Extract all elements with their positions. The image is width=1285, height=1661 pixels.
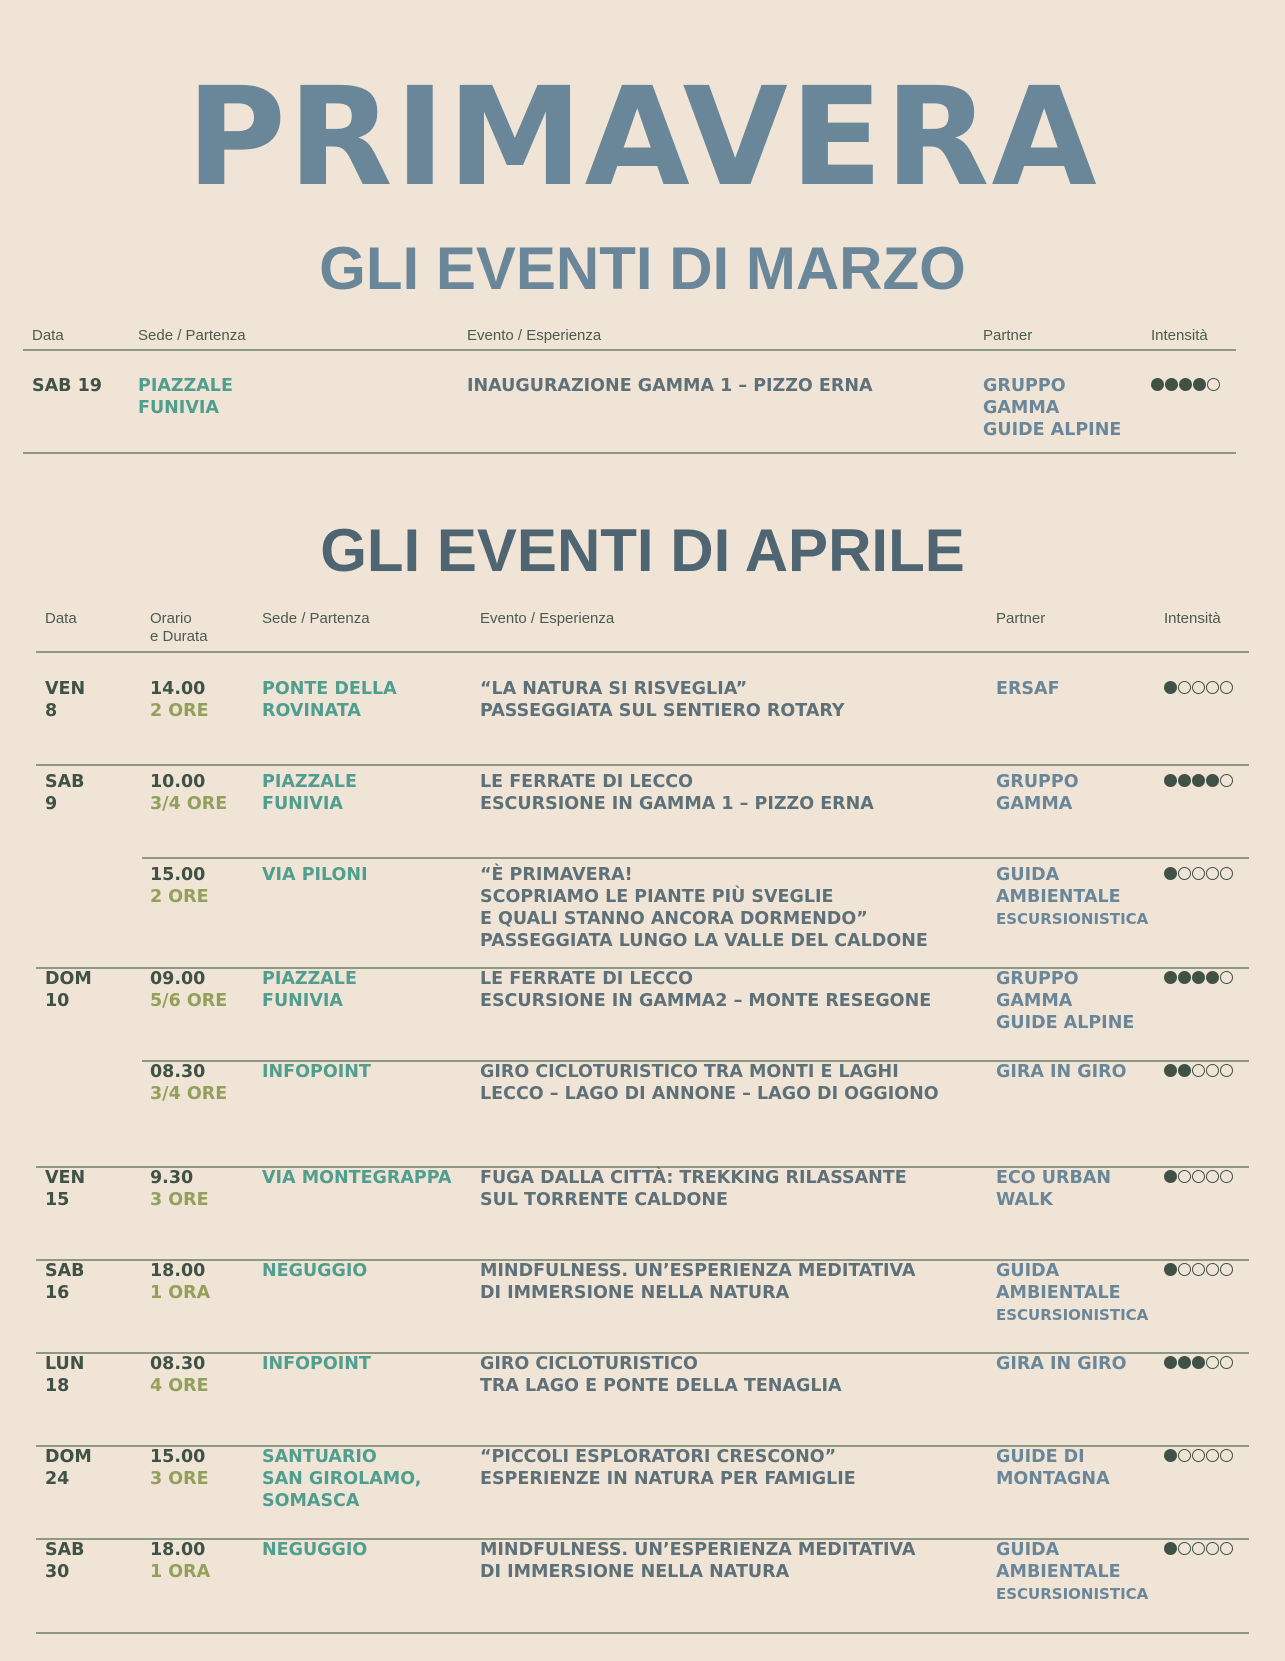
intensity-dot-empty bbox=[1178, 1263, 1191, 1276]
event-partner: GUIDA AMBIENTALE bbox=[996, 1540, 1121, 1582]
intensity-dot-empty bbox=[1178, 867, 1191, 880]
intensity-dot-filled bbox=[1164, 971, 1177, 984]
intensity-dot-empty bbox=[1192, 1449, 1205, 1462]
event-partner: GUIDA AMBIENTALE bbox=[996, 1261, 1121, 1303]
intensity-dot-empty bbox=[1206, 1064, 1219, 1077]
col-header-date: Data bbox=[32, 327, 64, 344]
intensity-dot-empty bbox=[1206, 681, 1219, 694]
event-date: VEN 15 bbox=[45, 1168, 86, 1210]
intensity-dot-empty bbox=[1178, 1170, 1191, 1183]
event-title: INAUGURAZIONE GAMMA 1 – PIZZO ERNA bbox=[467, 376, 873, 396]
event-place: SANTUARIO SAN GIROLAMO, SOMASCA bbox=[262, 1447, 422, 1511]
intensity-rating bbox=[1164, 1449, 1233, 1462]
intensity-dot-empty bbox=[1192, 1263, 1205, 1276]
intensity-dot-empty bbox=[1220, 1064, 1233, 1077]
event-date: SAB 19 bbox=[32, 376, 102, 396]
intensity-dot-filled bbox=[1179, 378, 1192, 391]
intensity-rating bbox=[1164, 1170, 1233, 1183]
col-header-time: Orario e Durata bbox=[150, 610, 208, 645]
intensity-dot-empty bbox=[1178, 1542, 1191, 1555]
intensity-dot-empty bbox=[1192, 867, 1205, 880]
event-time: 09.00 bbox=[150, 969, 206, 989]
col-header-intensity: Intensità bbox=[1164, 610, 1221, 627]
intensity-rating bbox=[1164, 1542, 1233, 1555]
intensity-dot-empty bbox=[1220, 774, 1233, 787]
intensity-rating bbox=[1164, 971, 1233, 984]
intensity-dot-empty bbox=[1220, 867, 1233, 880]
intensity-dot-empty bbox=[1220, 1170, 1233, 1183]
event-partner: GRUPPO GAMMA GUIDE ALPINE bbox=[983, 376, 1122, 440]
event-place: PIAZZALE FUNIVIA bbox=[262, 772, 357, 814]
event-title: GIRO CICLOTURISTICO TRA MONTI E LAGHI LECCO – LAGO DI ANNONE – LAGO DI OGGIONO bbox=[480, 1062, 939, 1104]
intensity-dot-empty bbox=[1207, 378, 1220, 391]
event-title: FUGA DALLA CITTÀ: TREKKING RILASSANTE SUL TORRENTE CALDONE bbox=[480, 1168, 907, 1210]
intensity-rating bbox=[1151, 378, 1220, 391]
event-title: MINDFULNESS. UN’ESPERIENZA MEDITATIVA DI IMMERSIONE NELLA NATURA bbox=[480, 1261, 916, 1303]
event-title: “LA NATURA SI RISVEGLIA” PASSEGGIATA SUL SENTIERO ROTARY bbox=[480, 679, 845, 721]
intensity-dot-empty bbox=[1206, 1170, 1219, 1183]
intensity-dot-empty bbox=[1220, 1263, 1233, 1276]
event-place: PIAZZALE FUNIVIA bbox=[138, 376, 233, 418]
intensity-dot-empty bbox=[1206, 1542, 1219, 1555]
intensity-rating bbox=[1164, 867, 1233, 880]
event-duration: 4 ORE bbox=[150, 1376, 209, 1396]
event-place: INFOPOINT bbox=[262, 1354, 371, 1374]
marzo-heading: GLI EVENTI DI MARZO bbox=[319, 235, 966, 302]
col-header-event: Evento / Esperienza bbox=[467, 327, 602, 344]
intensity-dot-empty bbox=[1192, 1064, 1205, 1077]
intensity-dot-filled bbox=[1178, 1356, 1191, 1369]
event-partner-subtitle: ESCURSIONISTICA bbox=[996, 1306, 1149, 1324]
event-partner-subtitle: ESCURSIONISTICA bbox=[996, 910, 1149, 928]
event-time: 08.30 bbox=[150, 1354, 206, 1374]
event-time: 18.00 bbox=[150, 1540, 206, 1560]
event-date: DOM 24 bbox=[45, 1447, 92, 1489]
intensity-dot-filled bbox=[1192, 774, 1205, 787]
header-divider bbox=[23, 349, 1236, 351]
event-time: 10.00 bbox=[150, 772, 206, 792]
event-partner-subtitle: ESCURSIONISTICA bbox=[996, 1585, 1149, 1603]
event-place: PIAZZALE FUNIVIA bbox=[262, 969, 357, 1011]
event-title: LE FERRATE DI LECCO ESCURSIONE IN GAMMA 1 – PIZZO ERNA bbox=[480, 772, 874, 814]
event-partner: ECO URBAN WALK bbox=[996, 1168, 1111, 1210]
event-title: GIRO CICLOTURISTICO TRA LAGO E PONTE DELLA TENAGLIA bbox=[480, 1354, 842, 1396]
intensity-dot-filled bbox=[1164, 1542, 1177, 1555]
intensity-dot-filled bbox=[1165, 378, 1178, 391]
intensity-dot-empty bbox=[1178, 681, 1191, 694]
event-partner: GIRA IN GIRO bbox=[996, 1354, 1127, 1374]
col-header-partner: Partner bbox=[996, 610, 1046, 627]
event-duration: 3/4 ORE bbox=[150, 1084, 228, 1104]
intensity-dot-empty bbox=[1206, 867, 1219, 880]
event-time: 18.00 bbox=[150, 1261, 206, 1281]
event-time: 08.30 bbox=[150, 1062, 206, 1082]
intensity-dot-filled bbox=[1164, 1064, 1177, 1077]
event-partner: GIRA IN GIRO bbox=[996, 1062, 1127, 1082]
intensity-dot-filled bbox=[1178, 971, 1191, 984]
event-title: “PICCOLI ESPLORATORI CRESCONO” ESPERIENZE IN NATURA PER FAMIGLIE bbox=[480, 1447, 856, 1489]
intensity-dot-empty bbox=[1192, 1170, 1205, 1183]
event-place: VIA MONTEGRAPPA bbox=[262, 1168, 452, 1188]
event-partner: ERSAF bbox=[996, 679, 1060, 699]
event-place: NEGUGGIO bbox=[262, 1261, 368, 1281]
event-duration: 3/4 ORE bbox=[150, 794, 228, 814]
intensity-dot-filled bbox=[1193, 378, 1206, 391]
col-header-place: Sede / Partenza bbox=[262, 610, 370, 627]
event-time: 15.00 bbox=[150, 865, 206, 885]
event-duration: 5/6 ORE bbox=[150, 991, 228, 1011]
event-partner: GRUPPO GAMMA GUIDE ALPINE bbox=[996, 969, 1135, 1033]
event-place: VIA PILONI bbox=[262, 865, 368, 885]
intensity-dot-empty bbox=[1206, 1263, 1219, 1276]
intensity-dot-empty bbox=[1178, 1449, 1191, 1462]
row-divider bbox=[36, 764, 1249, 766]
event-duration: 3 ORE bbox=[150, 1190, 209, 1210]
intensity-dot-empty bbox=[1192, 1542, 1205, 1555]
intensity-dot-empty bbox=[1192, 681, 1205, 694]
event-duration: 1 ORA bbox=[150, 1562, 211, 1582]
event-date: SAB 30 bbox=[45, 1540, 85, 1582]
intensity-dot-empty bbox=[1220, 1356, 1233, 1369]
intensity-dot-filled bbox=[1192, 971, 1205, 984]
col-header-event: Evento / Esperienza bbox=[480, 610, 615, 627]
event-time: 14.00 bbox=[150, 679, 206, 699]
event-duration: 1 ORA bbox=[150, 1283, 211, 1303]
intensity-dot-empty bbox=[1220, 971, 1233, 984]
intensity-rating bbox=[1164, 1064, 1233, 1077]
event-date: SAB 16 bbox=[45, 1261, 85, 1303]
header-divider bbox=[36, 651, 1249, 653]
event-duration: 2 ORE bbox=[150, 701, 209, 721]
col-header-intensity: Intensità bbox=[1151, 327, 1208, 344]
event-place: PONTE DELLA ROVINATA bbox=[262, 679, 397, 721]
col-header-date: Data bbox=[45, 610, 77, 627]
event-partner: GUIDE DI MONTAGNA bbox=[996, 1447, 1110, 1489]
event-date: DOM 10 bbox=[45, 969, 92, 1011]
intensity-dot-filled bbox=[1178, 1064, 1191, 1077]
event-date: VEN 8 bbox=[45, 679, 86, 721]
col-header-place: Sede / Partenza bbox=[138, 327, 246, 344]
intensity-dot-filled bbox=[1151, 378, 1164, 391]
aprile-heading: GLI EVENTI DI APRILE bbox=[320, 517, 965, 584]
event-duration: 2 ORE bbox=[150, 887, 209, 907]
event-place: INFOPOINT bbox=[262, 1062, 371, 1082]
intensity-dot-empty bbox=[1220, 1542, 1233, 1555]
intensity-dot-filled bbox=[1164, 681, 1177, 694]
event-time: 9.30 bbox=[150, 1168, 194, 1188]
event-date: SAB 9 bbox=[45, 772, 85, 814]
event-date: LUN 18 bbox=[45, 1354, 85, 1396]
event-title: MINDFULNESS. UN’ESPERIENZA MEDITATIVA DI IMMERSIONE NELLA NATURA bbox=[480, 1540, 916, 1582]
intensity-dot-filled bbox=[1206, 971, 1219, 984]
intensity-dot-filled bbox=[1164, 1356, 1177, 1369]
intensity-dot-empty bbox=[1206, 1356, 1219, 1369]
intensity-dot-filled bbox=[1206, 774, 1219, 787]
event-partner: GRUPPO GAMMA bbox=[996, 772, 1079, 814]
intensity-dot-filled bbox=[1178, 774, 1191, 787]
page-title: PRIMAVERA bbox=[186, 59, 1099, 217]
event-partner: GUIDA AMBIENTALE bbox=[996, 865, 1121, 907]
intensity-rating bbox=[1164, 681, 1233, 694]
intensity-rating bbox=[1164, 774, 1233, 787]
intensity-dot-empty bbox=[1220, 681, 1233, 694]
row-divider bbox=[142, 857, 1249, 859]
event-duration: 3 ORE bbox=[150, 1469, 209, 1489]
event-title: “È PRIMAVERA! SCOPRIAMO LE PIANTE PIÙ SVEGLIE E QUALI STANNO ANCORA DORMENDO” PASSEGGIATA LUNGO LA VALLE DEL CALDONE bbox=[480, 865, 928, 951]
row-divider bbox=[36, 1632, 1249, 1634]
intensity-dot-filled bbox=[1164, 1263, 1177, 1276]
intensity-dot-filled bbox=[1164, 1170, 1177, 1183]
intensity-dot-empty bbox=[1206, 1449, 1219, 1462]
intensity-rating bbox=[1164, 1356, 1233, 1369]
event-title: LE FERRATE DI LECCO ESCURSIONE IN GAMMA2 – MONTE RESEGONE bbox=[480, 969, 932, 1011]
intensity-rating bbox=[1164, 1263, 1233, 1276]
intensity-dot-filled bbox=[1164, 774, 1177, 787]
col-header-partner: Partner bbox=[983, 327, 1033, 344]
intensity-dot-filled bbox=[1164, 1449, 1177, 1462]
intensity-dot-filled bbox=[1164, 867, 1177, 880]
intensity-dot-empty bbox=[1220, 1449, 1233, 1462]
row-divider bbox=[23, 452, 1236, 454]
event-time: 15.00 bbox=[150, 1447, 206, 1467]
event-place: NEGUGGIO bbox=[262, 1540, 368, 1560]
intensity-dot-filled bbox=[1192, 1356, 1205, 1369]
